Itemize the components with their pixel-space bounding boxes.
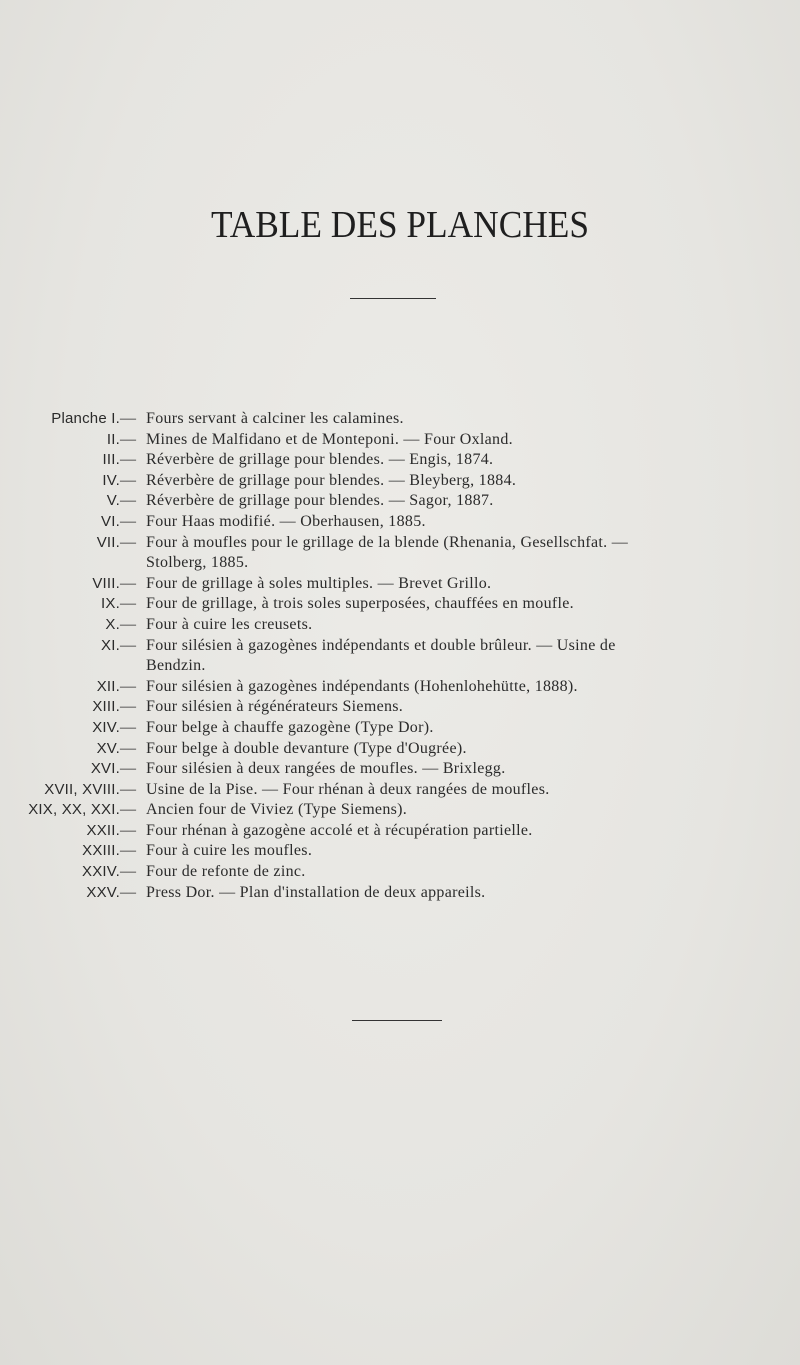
- dash-separator: —: [120, 718, 136, 736]
- plate-description: Réverbère de grillage pour blendes. — Sagor, 1887.: [146, 492, 494, 510]
- list-item: [0, 841, 800, 862]
- plate-description: Usine de la Pise. — Four rhénan à deux rangées de moufles.: [146, 780, 550, 798]
- plate-description: Mines de Malfidano et de Monteponi. — Four Oxland.: [146, 430, 513, 448]
- dash-separator: —: [120, 677, 136, 695]
- plate-description: Four à cuire les creusets.: [146, 615, 313, 633]
- dash-separator: —: [120, 842, 136, 860]
- dash-separator: —: [120, 698, 136, 716]
- plate-number: XIV.: [92, 718, 120, 736]
- plate-number: XXII.: [86, 821, 120, 839]
- plate-description: Four silésien à gazogènes indépendants et double brûleur. — Usine de: [146, 636, 616, 654]
- plate-description: Four belge à chauffe gazogène (Type Dor).: [146, 718, 434, 736]
- plate-description-continuation: Stolberg, 1885.: [146, 554, 249, 572]
- plate-description: Four belge à double devanture (Type d'Ougrée).: [146, 739, 467, 757]
- list-item: [0, 512, 800, 533]
- list-item: [0, 615, 800, 636]
- plate-description: Ancien four de Viviez (Type Siemens).: [146, 801, 408, 819]
- plate-number: XXIV.: [82, 863, 120, 881]
- dash-separator: —: [120, 451, 136, 469]
- plate-description: Four de grillage, à trois soles superposées, chauffées en moufle.: [146, 595, 574, 613]
- plate-description-continuation: Bendzin.: [146, 657, 206, 675]
- plate-number: VIII.: [92, 574, 120, 592]
- list-item: [0, 821, 800, 842]
- list-item: [0, 677, 800, 698]
- list-item: [0, 594, 800, 615]
- end-divider: [352, 1020, 442, 1021]
- list-item: [0, 759, 800, 780]
- plate-number: XIX, XX, XXI.: [28, 801, 120, 819]
- plate-description: Réverbère de grillage pour blendes. — Engis, 1874.: [146, 451, 494, 469]
- plate-number: Planche I.: [51, 410, 120, 427]
- plate-description: Four rhénan à gazogène accolé et à récupération partielle.: [146, 821, 533, 839]
- list-item: [0, 491, 800, 512]
- dash-separator: —: [120, 801, 136, 819]
- dash-separator: —: [120, 636, 136, 654]
- plate-number: VII.: [96, 533, 120, 551]
- plate-description: Four de grillage à soles multiples. — Brevet Grillo.: [146, 574, 492, 592]
- list-item: [0, 697, 800, 718]
- plate-number: V.: [106, 492, 120, 510]
- list-item: [0, 800, 800, 821]
- plate-description: Four silésien à gazogènes indépendants (Hohenlohehütte, 1888).: [146, 677, 578, 695]
- list-item: [0, 862, 800, 883]
- list-item: [0, 718, 800, 739]
- list-item: [0, 780, 800, 801]
- list-item: [0, 739, 800, 760]
- plate-number: XXIII.: [82, 842, 120, 860]
- dash-separator: —: [120, 780, 136, 798]
- dash-separator: —: [120, 574, 136, 592]
- plate-number: XVI.: [90, 760, 120, 778]
- plate-number: XI.: [101, 636, 120, 654]
- dash-separator: —: [120, 471, 136, 489]
- list-item: [0, 574, 800, 595]
- plate-number: XVII, XVIII.: [44, 780, 120, 798]
- plate-number: VI.: [101, 512, 120, 530]
- dash-separator: —: [120, 512, 136, 530]
- plate-description: Four silésien à régénérateurs Siemens.: [146, 698, 404, 716]
- plate-number: XXV.: [86, 883, 120, 901]
- plate-number: XIII.: [92, 698, 120, 716]
- dash-separator: —: [120, 410, 136, 427]
- title-divider: [350, 298, 436, 299]
- list-item: [0, 636, 800, 677]
- list-item: [0, 533, 800, 574]
- dash-separator: —: [120, 739, 136, 757]
- plate-description: Four à cuire les moufles.: [146, 842, 313, 860]
- plate-number: X.: [105, 615, 120, 633]
- dash-separator: —: [120, 430, 136, 448]
- plate-number: II.: [106, 430, 120, 448]
- list-item: [0, 883, 800, 904]
- plate-number: IX.: [101, 595, 120, 613]
- page-title: TABLE DES PLANCHES: [210, 204, 590, 246]
- plate-description: Press Dor. — Plan d'installation de deux appareils.: [146, 883, 486, 901]
- plate-description: Four à moufles pour le grillage de la blende (Rhenania, Gesellschfat. —: [146, 533, 629, 551]
- list-item: [0, 450, 800, 471]
- plate-description: Réverbère de grillage pour blendes. — Bleyberg, 1884.: [146, 471, 517, 489]
- dash-separator: —: [120, 821, 136, 839]
- dash-separator: —: [120, 863, 136, 881]
- list-item: [0, 409, 800, 430]
- list-item: [0, 430, 800, 451]
- dash-separator: —: [120, 533, 136, 551]
- dash-separator: —: [120, 883, 136, 901]
- plate-number: III.: [102, 451, 120, 469]
- plate-description: Four Haas modifié. — Oberhausen, 1885.: [146, 512, 426, 530]
- dash-separator: —: [120, 760, 136, 778]
- plate-number: XV.: [96, 739, 120, 757]
- plate-number: XII.: [96, 677, 120, 695]
- plate-description: Four silésien à deux rangées de moufles. — Brixlegg.: [146, 760, 506, 778]
- dash-separator: —: [120, 615, 136, 633]
- plates-list: [0, 409, 800, 903]
- plate-number: IV.: [102, 471, 120, 489]
- dash-separator: —: [120, 595, 136, 613]
- list-item: [0, 471, 800, 492]
- plate-description: Four de refonte de zinc.: [146, 863, 306, 881]
- plate-description: Fours servant à calciner les calamines.: [146, 410, 404, 427]
- dash-separator: —: [120, 492, 136, 510]
